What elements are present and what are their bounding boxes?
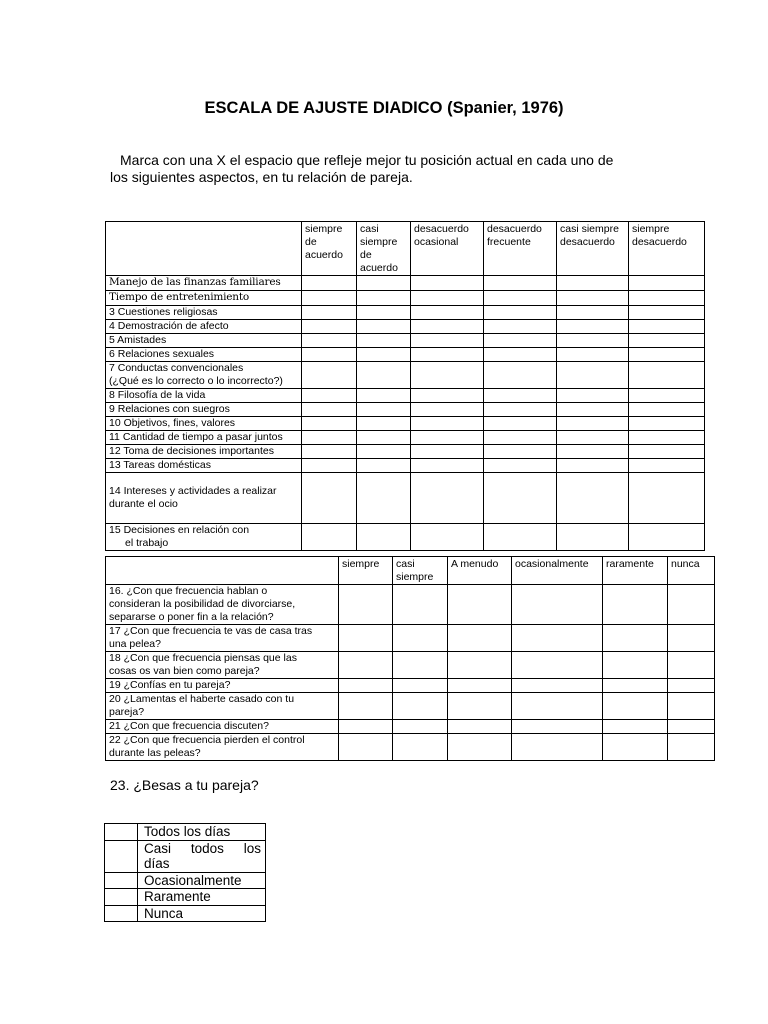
- table-row: [106, 389, 705, 403]
- answer-cell[interactable]: [603, 734, 668, 761]
- answer-cell[interactable]: [629, 362, 705, 389]
- answer-cell[interactable]: [557, 524, 629, 551]
- answer-cell[interactable]: [357, 334, 411, 348]
- header-line: raramente: [606, 558, 654, 570]
- answer-cell[interactable]: [411, 403, 484, 417]
- answer-cell[interactable]: [411, 459, 484, 473]
- answer-cell[interactable]: [629, 348, 705, 362]
- answer-cell[interactable]: [484, 291, 557, 306]
- answer-cell[interactable]: [484, 389, 557, 403]
- answer-cell[interactable]: [603, 652, 668, 679]
- table-row: [106, 445, 705, 459]
- answer-cell[interactable]: [557, 276, 629, 291]
- option-label: Casi todos los días: [138, 840, 266, 872]
- answer-cell[interactable]: [357, 417, 411, 431]
- header-line: siempre: [632, 223, 670, 235]
- table-row: [106, 334, 705, 348]
- table-row: [106, 417, 705, 431]
- row-label: Tiempo de entretenimiento: [106, 291, 302, 306]
- checkbox-cell[interactable]: [105, 872, 138, 889]
- table-row: [106, 625, 715, 652]
- header-line: desacuerdo: [560, 236, 615, 248]
- answer-cell[interactable]: [339, 693, 393, 720]
- answer-cell[interactable]: [629, 306, 705, 320]
- header-line: siempre: [360, 236, 398, 248]
- column-header: [302, 222, 357, 276]
- answer-cell[interactable]: [484, 431, 557, 445]
- table-row: [106, 524, 705, 551]
- header-line: frecuente: [487, 236, 531, 248]
- answer-cell[interactable]: [557, 417, 629, 431]
- answer-cell[interactable]: [629, 389, 705, 403]
- table-header-row: [106, 222, 705, 276]
- header-line: ocasionalmente: [515, 558, 589, 570]
- table-row: [106, 734, 715, 761]
- header-line: casi: [360, 223, 379, 235]
- answer-cell[interactable]: [411, 524, 484, 551]
- row-label: 19 ¿Confías en tu pareja?: [106, 679, 339, 693]
- row-label: 15 Decisiones en relación con el trabajo: [106, 524, 302, 551]
- answer-cell[interactable]: [411, 417, 484, 431]
- option-label: Todos los días: [138, 824, 266, 841]
- header-line: desacuerdo: [487, 223, 542, 235]
- column-header: [357, 222, 411, 276]
- answer-cell[interactable]: [448, 585, 512, 625]
- answer-cell[interactable]: [603, 679, 668, 693]
- answer-cell[interactable]: [668, 693, 715, 720]
- answer-cell[interactable]: [448, 679, 512, 693]
- answer-cell[interactable]: [393, 693, 448, 720]
- column-header: [668, 557, 715, 585]
- answer-cell[interactable]: [393, 625, 448, 652]
- answer-cell[interactable]: [393, 679, 448, 693]
- answer-cell[interactable]: [411, 334, 484, 348]
- answer-cell[interactable]: [339, 734, 393, 761]
- answer-cell[interactable]: [557, 334, 629, 348]
- answer-cell[interactable]: [668, 679, 715, 693]
- answer-cell[interactable]: [448, 734, 512, 761]
- answer-cell[interactable]: [411, 320, 484, 334]
- answer-cell[interactable]: [302, 334, 357, 348]
- answer-cell[interactable]: [512, 625, 603, 652]
- answer-cell[interactable]: [302, 524, 357, 551]
- answer-cell[interactable]: [302, 417, 357, 431]
- row-label: 10 Objetivos, fines, valores: [106, 417, 302, 431]
- answer-cell[interactable]: [448, 693, 512, 720]
- table-row: [106, 459, 705, 473]
- column-header: [393, 557, 448, 585]
- answer-cell[interactable]: [411, 276, 484, 291]
- answer-cell[interactable]: [557, 291, 629, 306]
- answer-cell[interactable]: [484, 403, 557, 417]
- answer-cell[interactable]: [302, 445, 357, 459]
- answer-cell[interactable]: [302, 403, 357, 417]
- answer-cell[interactable]: [668, 734, 715, 761]
- option-row: [105, 905, 266, 922]
- table-row: [106, 348, 705, 362]
- answer-cell[interactable]: [557, 320, 629, 334]
- header-line: siempre: [396, 571, 434, 583]
- answer-cell[interactable]: [512, 679, 603, 693]
- header-line: siempre: [305, 223, 343, 235]
- table-row: [106, 403, 705, 417]
- checkbox-cell[interactable]: [105, 905, 138, 922]
- row-label: Manejo de las finanzas familiares: [106, 276, 302, 291]
- answer-cell[interactable]: [411, 473, 484, 524]
- answer-cell[interactable]: [484, 348, 557, 362]
- option-row: [105, 840, 266, 872]
- answer-cell[interactable]: [302, 362, 357, 389]
- answer-cell[interactable]: [629, 459, 705, 473]
- column-header: [603, 557, 668, 585]
- row-label: 8 Filosofía de la vida: [106, 389, 302, 403]
- answer-cell[interactable]: [302, 473, 357, 524]
- answer-cell[interactable]: [629, 291, 705, 306]
- frequency-table: [105, 556, 715, 761]
- answer-cell[interactable]: [339, 652, 393, 679]
- answer-cell[interactable]: [357, 524, 411, 551]
- answer-cell[interactable]: [484, 306, 557, 320]
- answer-cell[interactable]: [357, 403, 411, 417]
- answer-cell[interactable]: [603, 693, 668, 720]
- answer-cell[interactable]: [484, 276, 557, 291]
- answer-cell[interactable]: [629, 445, 705, 459]
- header-line: ocasional: [414, 236, 459, 248]
- answer-cell[interactable]: [603, 625, 668, 652]
- answer-cell[interactable]: [629, 431, 705, 445]
- answer-cell[interactable]: [357, 362, 411, 389]
- header-line: acuerdo: [305, 249, 343, 261]
- row-label: 20 ¿Lamentas el haberte casado con tu pareja?: [106, 693, 339, 720]
- row-label: 18 ¿Con que frecuencia piensas que las cosas os van bien como pareja?: [106, 652, 339, 679]
- table-row: [106, 431, 705, 445]
- answer-cell[interactable]: [512, 720, 603, 734]
- answer-cell[interactable]: [557, 362, 629, 389]
- table-row: [106, 652, 715, 679]
- option-row: [105, 872, 266, 889]
- header-blank: [106, 222, 302, 276]
- answer-cell[interactable]: [411, 306, 484, 320]
- answer-cell[interactable]: [484, 417, 557, 431]
- answer-cell[interactable]: [629, 403, 705, 417]
- option-label: Nunca: [138, 905, 266, 922]
- header-line: acuerdo: [360, 262, 398, 274]
- row-label: 12 Toma de decisiones importantes: [106, 445, 302, 459]
- answer-cell[interactable]: [557, 389, 629, 403]
- answer-cell[interactable]: [512, 734, 603, 761]
- table-header-row: [106, 557, 715, 585]
- answer-cell[interactable]: [629, 320, 705, 334]
- answer-cell[interactable]: [339, 625, 393, 652]
- column-header: [629, 222, 705, 276]
- answer-cell[interactable]: [357, 445, 411, 459]
- answer-cell[interactable]: [484, 362, 557, 389]
- answer-cell[interactable]: [339, 720, 393, 734]
- row-label: 9 Relaciones con suegros: [106, 403, 302, 417]
- answer-cell[interactable]: [512, 693, 603, 720]
- answer-cell[interactable]: [357, 291, 411, 306]
- checkbox-cell[interactable]: [105, 889, 138, 906]
- answer-cell[interactable]: [484, 459, 557, 473]
- answer-cell[interactable]: [357, 473, 411, 524]
- table-row: [106, 693, 715, 720]
- answer-cell[interactable]: [557, 348, 629, 362]
- row-label: 17 ¿Con que frecuencia te vas de casa tras una pelea?: [106, 625, 339, 652]
- row-label: 11 Cantidad de tiempo a pasar juntos: [106, 431, 302, 445]
- answer-cell[interactable]: [448, 652, 512, 679]
- answer-cell[interactable]: [357, 348, 411, 362]
- row-label: 22 ¿Con que frecuencia pierden el control durante las peleas?: [106, 734, 339, 761]
- agreement-table: [105, 221, 705, 551]
- answer-cell[interactable]: [484, 445, 557, 459]
- column-header: [512, 557, 603, 585]
- answer-cell[interactable]: [302, 431, 357, 445]
- answer-cell[interactable]: [357, 459, 411, 473]
- answer-cell[interactable]: [448, 625, 512, 652]
- answer-cell[interactable]: [668, 585, 715, 625]
- option-row: [105, 824, 266, 841]
- header-line: desacuerdo: [632, 236, 687, 248]
- row-label: 16. ¿Con que frecuencia hablan o consideran la posibilidad de divorciarse, separarse o poner fin a la relación?: [106, 585, 339, 625]
- answer-cell[interactable]: [484, 473, 557, 524]
- answer-cell[interactable]: [357, 276, 411, 291]
- answer-cell[interactable]: [411, 389, 484, 403]
- answer-cell[interactable]: [411, 348, 484, 362]
- answer-cell[interactable]: [357, 320, 411, 334]
- answer-cell[interactable]: [302, 291, 357, 306]
- answer-cell[interactable]: [512, 652, 603, 679]
- answer-cell[interactable]: [557, 459, 629, 473]
- row-label: 13 Tareas domésticas: [106, 459, 302, 473]
- header-line: desacuerdo: [414, 223, 469, 235]
- kiss-frequency-table: [104, 823, 266, 922]
- answer-cell[interactable]: [557, 445, 629, 459]
- answer-cell[interactable]: [629, 334, 705, 348]
- answer-cell[interactable]: [339, 679, 393, 693]
- answer-cell[interactable]: [393, 734, 448, 761]
- answer-cell[interactable]: [668, 652, 715, 679]
- header-line: casi: [396, 558, 415, 570]
- answer-cell[interactable]: [302, 389, 357, 403]
- row-label: 14 Intereses y actividades a realizar durante el ocio: [106, 473, 302, 524]
- header-line: de: [305, 236, 317, 248]
- answer-cell[interactable]: [302, 348, 357, 362]
- table-row: [106, 276, 705, 291]
- column-header: [411, 222, 484, 276]
- answer-cell[interactable]: [302, 306, 357, 320]
- instructions-line-2: los siguientes aspectos, en tu relación de pareja.: [110, 169, 413, 185]
- answer-cell[interactable]: [629, 417, 705, 431]
- header-line: nunca: [671, 558, 700, 570]
- option-row: [105, 889, 266, 906]
- answer-cell[interactable]: [484, 334, 557, 348]
- column-header: [448, 557, 512, 585]
- column-header: [339, 557, 393, 585]
- option-label: Raramente: [138, 889, 266, 906]
- row-label: 5 Amistades: [106, 334, 302, 348]
- answer-cell[interactable]: [557, 431, 629, 445]
- answer-cell[interactable]: [393, 652, 448, 679]
- answer-cell[interactable]: [557, 403, 629, 417]
- answer-cell[interactable]: [393, 720, 448, 734]
- answer-cell[interactable]: [484, 524, 557, 551]
- answer-cell[interactable]: [357, 431, 411, 445]
- page-title: ESCALA DE AJUSTE DIADICO (Spanier, 1976): [204, 99, 564, 117]
- answer-cell[interactable]: [629, 524, 705, 551]
- column-header: [484, 222, 557, 276]
- table-row: [106, 291, 705, 306]
- answer-cell[interactable]: [302, 459, 357, 473]
- table-row: [106, 679, 715, 693]
- answer-cell[interactable]: [512, 585, 603, 625]
- answer-cell[interactable]: [411, 362, 484, 389]
- question-23: 23. ¿Besas a tu pareja?: [110, 777, 259, 793]
- table-row: [106, 585, 715, 625]
- instructions-line-1: Marca con una X el espacio que refleje mejor tu posición actual en cada uno de: [120, 152, 614, 168]
- column-header: [557, 222, 629, 276]
- row-label: 4 Demostración de afecto: [106, 320, 302, 334]
- checkbox-cell[interactable]: [105, 840, 138, 872]
- header-line: A menudo: [451, 558, 499, 570]
- answer-cell[interactable]: [668, 625, 715, 652]
- header-line: siempre: [342, 558, 380, 570]
- table-row: [106, 720, 715, 734]
- header-line: casi siempre: [560, 223, 619, 235]
- answer-cell[interactable]: [668, 720, 715, 734]
- answer-cell[interactable]: [557, 473, 629, 524]
- header-blank: [106, 557, 339, 585]
- row-label: 3 Cuestiones religiosas: [106, 306, 302, 320]
- row-label: 6 Relaciones sexuales: [106, 348, 302, 362]
- option-label: Ocasionalmente: [138, 872, 266, 889]
- answer-cell[interactable]: [393, 585, 448, 625]
- checkbox-cell[interactable]: [105, 824, 138, 841]
- header-line: de: [360, 249, 372, 261]
- answer-cell[interactable]: [302, 276, 357, 291]
- table-row: [106, 362, 705, 389]
- answer-cell[interactable]: [629, 473, 705, 524]
- answer-cell[interactable]: [603, 720, 668, 734]
- instructions: [110, 152, 680, 186]
- table-row: [106, 306, 705, 320]
- table-row: [106, 320, 705, 334]
- row-label: 7 Conductas convencionales (¿Qué es lo correcto o lo incorrecto?): [106, 362, 302, 389]
- answer-cell[interactable]: [411, 445, 484, 459]
- answer-cell[interactable]: [603, 585, 668, 625]
- answer-cell[interactable]: [357, 389, 411, 403]
- answer-cell[interactable]: [357, 306, 411, 320]
- answer-cell[interactable]: [302, 320, 357, 334]
- row-label: 21 ¿Con que frecuencia discuten?: [106, 720, 339, 734]
- answer-cell[interactable]: [411, 431, 484, 445]
- answer-cell[interactable]: [629, 276, 705, 291]
- answer-cell[interactable]: [484, 320, 557, 334]
- answer-cell[interactable]: [411, 291, 484, 306]
- answer-cell[interactable]: [557, 306, 629, 320]
- answer-cell[interactable]: [448, 720, 512, 734]
- table-row: [106, 473, 705, 524]
- answer-cell[interactable]: [339, 585, 393, 625]
